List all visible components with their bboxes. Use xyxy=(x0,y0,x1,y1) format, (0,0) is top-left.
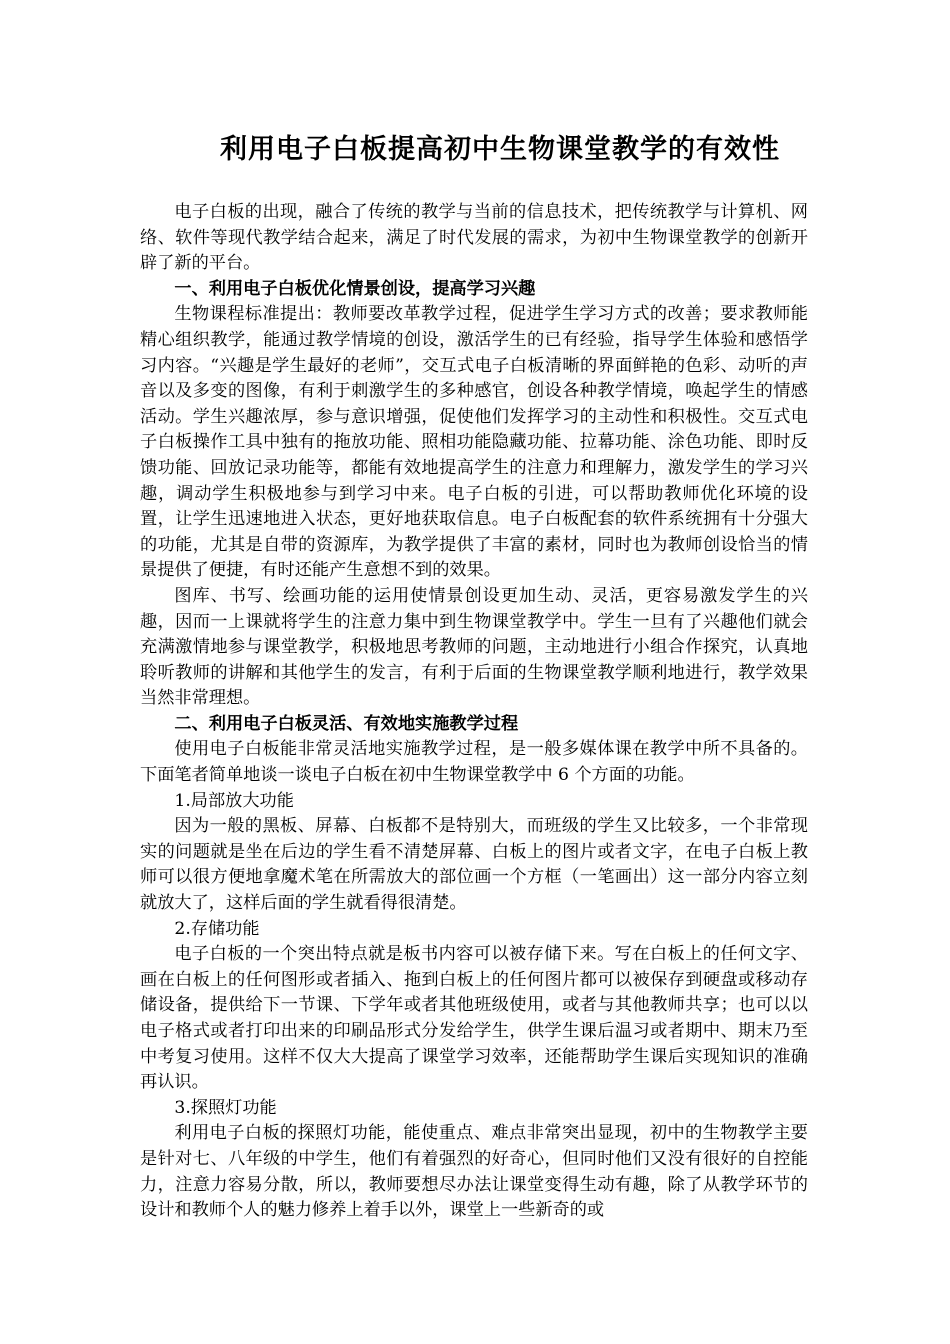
body-paragraph: 生物课程标准提出：教师要改革教学过程，促进学生学习方式的改善；要求教师能精心组织教学，能通过教学情境的创设，激活学生的已有经验，指导学生体验和感悟学习内容。“兴趣是学生最好的老师”，交互式电子白板清晰的界面鲜艳的色彩、动听的声音以及多变的图像，有利于刺激学生的多种感官，创设各种教学情境，唤起学生的情感活动。学生兴趣浓厚，参与意识增强，促使他们发挥学习的主动性和积极性。交互式电子白板操作工具中独有的拖放功能、照相功能隐藏功能、拉幕功能、涂色功能、即时反馈功能、回放记录功能等，都能有效地提高学生的注意力和理解力，激发学生的学习兴趣，调动学生积极地参与到学习中来。电子白板的引进，可以帮助教师优化环境的设置，让学生迅速地进入状态，更好地获取信息。电子白板配套的软件系统拥有十分强大的功能，尤其是自带的资源库，为教学提供了丰富的素材，同时也为教师创设恰当的情景提供了便捷，有时还能产生意想不到的效果。 xyxy=(140,304,808,581)
document-body xyxy=(140,200,808,1224)
body-paragraph: 使用电子白板能非常灵活地实施教学过程，是一般多媒体课在教学中所不具备的。下面笔者简单地谈一谈电子白板在初中生物课堂教学中 6 个方面的功能。 xyxy=(140,739,808,786)
body-paragraph: 因为一般的黑板、屏幕、白板都不是特别大，而班级的学生又比较多，一个非常现实的问题就是坐在后边的学生看不清楚屏幕、白板上的图片或者文字，在电子白板上教师可以很方便地拿魔术笔在所需放大的部位画一个方框（一笔画出）这一部分内容立刻就放大了，这样后面的学生就看得很清楚。 xyxy=(140,816,808,914)
document-title: 利用电子白板提高初中生物课堂教学的有效性 xyxy=(220,134,780,165)
body-paragraph: 1.局部放大功能 xyxy=(174,790,294,811)
body-paragraph: 利用电子白板的探照灯功能，能使重点、难点非常突出显现，初中的生物教学主要是针对七、八年级的中学生，他们有着强烈的好奇心，但同时他们又没有很好的自控能力，注意力容易分散，所以，教师要想尽办法让课堂变得生动有趣，除了从教学环节的设计和教师个人的魅力修养上着手以外，课堂上一些新奇的或 xyxy=(140,1123,808,1221)
body-paragraph: 图库、书写、绘画功能的运用使情景创设更加生动、灵活，更容易激发学生的兴趣，因而一上课就将学生的注意力集中到生物课堂教学中。学生一旦有了兴趣他们就会充满激情地参与课堂教学，积极地思考教师的问题，主动地进行小组合作探究，认真地聆听教师的讲解和其他学生的发言，有利于后面的生物课堂教学顺利地进行，教学效果当然非常理想。 xyxy=(140,585,808,709)
body-paragraph: 电子白板的一个突出特点就是板书内容可以被存储下来。写在白板上的任何文字、画在白板上的任何图形或者插入、拖到白板上的任何图片都可以被保存到硬盘或移动存储设备，提供给下一节课、下学年或者其他班级使用，或者与其他教师共享；也可以以电子格式或者打印出来的印刷品形式分发给学生，供学生课后温习或者期中、期末乃至中考复习使用。这样不仅大大提高了课堂学习效率，还能帮助学生课后实现知识的准确再认识。 xyxy=(140,944,808,1093)
body-paragraph: 2.存储功能 xyxy=(174,918,260,939)
section-heading: 二、利用电子白板灵活、有效地实施教学过程 xyxy=(174,713,519,734)
section-heading: 一、利用电子白板优化情景创设，提高学习兴趣 xyxy=(174,278,536,299)
body-paragraph: 电子白板的出现，融合了传统的教学与当前的信息技术，把传统教学与计算机、网络、软件等现代教学结合起来，满足了时代发展的需求，为初中生物课堂教学的创新开辟了新的平台。 xyxy=(140,202,808,274)
body-paragraph: 3.探照灯功能 xyxy=(174,1097,277,1118)
